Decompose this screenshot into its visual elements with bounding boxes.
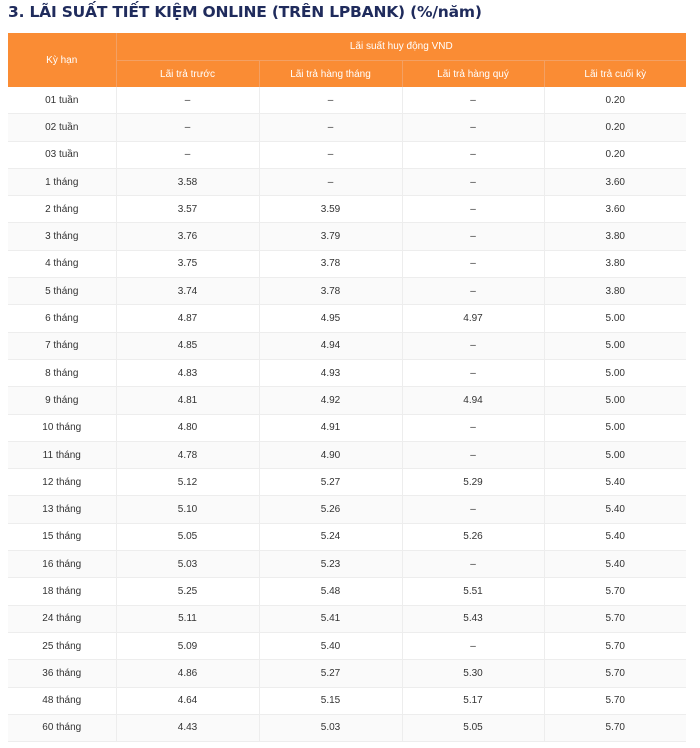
table-row bbox=[8, 687, 686, 714]
rate-upfront-cell: 5.11 bbox=[116, 605, 259, 632]
rate-end-of-term-cell: 5.70 bbox=[544, 605, 686, 632]
rate-upfront-cell: – bbox=[116, 114, 259, 141]
table-row bbox=[8, 141, 686, 168]
term-cell: 02 tuần bbox=[8, 114, 116, 141]
table-row bbox=[8, 660, 686, 687]
rate-monthly-cell: – bbox=[259, 87, 402, 114]
rate-quarterly-cell: – bbox=[402, 141, 544, 168]
rate-end-of-term-cell: 5.00 bbox=[544, 332, 686, 359]
rate-quarterly-cell: – bbox=[402, 632, 544, 659]
rate-quarterly-cell: – bbox=[402, 223, 544, 250]
term-cell: 11 tháng bbox=[8, 441, 116, 468]
rate-end-of-term-cell: 0.20 bbox=[544, 87, 686, 114]
rate-quarterly-cell: 5.26 bbox=[402, 523, 544, 550]
rate-upfront-cell: 4.78 bbox=[116, 441, 259, 468]
rate-end-of-term-cell: 5.00 bbox=[544, 441, 686, 468]
rate-end-of-term-cell: 5.70 bbox=[544, 632, 686, 659]
rate-end-of-term-cell: 5.00 bbox=[544, 305, 686, 332]
table-row bbox=[8, 387, 686, 414]
rate-upfront-cell: 4.85 bbox=[116, 332, 259, 359]
rate-monthly-cell: 5.23 bbox=[259, 551, 402, 578]
term-cell: 01 tuần bbox=[8, 87, 116, 114]
rate-upfront-cell: 5.03 bbox=[116, 551, 259, 578]
table-row bbox=[8, 496, 686, 523]
rate-end-of-term-cell: 3.80 bbox=[544, 223, 686, 250]
rate-quarterly-cell: – bbox=[402, 332, 544, 359]
rate-quarterly-cell: 5.51 bbox=[402, 578, 544, 605]
rate-quarterly-cell: – bbox=[402, 168, 544, 195]
rate-quarterly-cell: – bbox=[402, 359, 544, 386]
rate-quarterly-cell: – bbox=[402, 196, 544, 223]
rate-monthly-cell: 5.15 bbox=[259, 687, 402, 714]
table-row bbox=[8, 632, 686, 659]
rate-end-of-term-cell: 3.80 bbox=[544, 250, 686, 277]
table-header bbox=[8, 33, 686, 87]
rate-quarterly-cell: 4.94 bbox=[402, 387, 544, 414]
page-title: 3. LÃI SUẤT TIẾT KIỆM ONLINE (TRÊN LPBANK) (%/năm) bbox=[8, 3, 482, 21]
rate-quarterly-cell: – bbox=[402, 87, 544, 114]
rate-monthly-cell: 5.27 bbox=[259, 660, 402, 687]
rate-end-of-term-cell: 0.20 bbox=[544, 141, 686, 168]
term-cell: 3 tháng bbox=[8, 223, 116, 250]
table-row bbox=[8, 551, 686, 578]
table-body bbox=[8, 87, 686, 742]
rate-group-header: Lãi suất huy động VND bbox=[116, 33, 686, 61]
rate-end-of-term-cell: 5.40 bbox=[544, 523, 686, 550]
table-row bbox=[8, 305, 686, 332]
rate-quarterly-cell: – bbox=[402, 114, 544, 141]
term-cell: 25 tháng bbox=[8, 632, 116, 659]
rate-monthly-cell: 3.78 bbox=[259, 278, 402, 305]
rate-upfront-cell: – bbox=[116, 87, 259, 114]
table-row bbox=[8, 223, 686, 250]
rate-monthly-cell: 5.48 bbox=[259, 578, 402, 605]
rate-monthly-cell: 5.40 bbox=[259, 632, 402, 659]
rate-monthly-cell: 4.94 bbox=[259, 332, 402, 359]
rate-quarterly-cell: – bbox=[402, 441, 544, 468]
term-cell: 8 tháng bbox=[8, 359, 116, 386]
term-column-header: Kỳ hạn bbox=[8, 33, 116, 87]
table-row bbox=[8, 578, 686, 605]
rate-end-of-term-cell: 3.80 bbox=[544, 278, 686, 305]
rate-end-of-term-cell: 5.00 bbox=[544, 414, 686, 441]
rate-upfront-cell: 4.80 bbox=[116, 414, 259, 441]
rate-monthly-cell: 3.78 bbox=[259, 250, 402, 277]
term-cell: 12 tháng bbox=[8, 469, 116, 496]
rate-quarterly-cell: 5.29 bbox=[402, 469, 544, 496]
rate-quarterly-cell: – bbox=[402, 414, 544, 441]
table-row bbox=[8, 332, 686, 359]
rate-upfront-cell: 4.86 bbox=[116, 660, 259, 687]
rate-end-of-term-cell: 5.40 bbox=[544, 469, 686, 496]
term-cell: 13 tháng bbox=[8, 496, 116, 523]
rate-monthly-cell: 4.95 bbox=[259, 305, 402, 332]
table-row bbox=[8, 278, 686, 305]
rate-quarterly-cell: 5.17 bbox=[402, 687, 544, 714]
term-cell: 2 tháng bbox=[8, 196, 116, 223]
term-cell: 16 tháng bbox=[8, 551, 116, 578]
rate-upfront-cell: 3.75 bbox=[116, 250, 259, 277]
rate-end-of-term-cell: 5.70 bbox=[544, 578, 686, 605]
rate-quarterly-cell: – bbox=[402, 278, 544, 305]
table-row bbox=[8, 359, 686, 386]
table-row bbox=[8, 414, 686, 441]
rate-upfront-cell: 5.12 bbox=[116, 469, 259, 496]
table-row bbox=[8, 714, 686, 741]
term-cell: 1 tháng bbox=[8, 168, 116, 195]
table-row bbox=[8, 196, 686, 223]
term-cell: 60 tháng bbox=[8, 714, 116, 741]
rate-upfront-cell: 5.05 bbox=[116, 523, 259, 550]
rate-quarterly-cell: 5.30 bbox=[402, 660, 544, 687]
table-row bbox=[8, 87, 686, 114]
rate-monthly-cell: – bbox=[259, 168, 402, 195]
table-row bbox=[8, 250, 686, 277]
rate-end-of-term-cell: 3.60 bbox=[544, 168, 686, 195]
rate-quarterly-cell: 5.05 bbox=[402, 714, 544, 741]
rate-upfront-cell: 4.87 bbox=[116, 305, 259, 332]
rate-upfront-cell: 3.76 bbox=[116, 223, 259, 250]
table-row bbox=[8, 114, 686, 141]
rate-upfront-cell: 4.83 bbox=[116, 359, 259, 386]
rate-monthly-cell: 5.26 bbox=[259, 496, 402, 523]
column-header-quarterly: Lãi trả hàng quý bbox=[402, 61, 544, 88]
rate-upfront-cell: 4.43 bbox=[116, 714, 259, 741]
rate-quarterly-cell: 4.97 bbox=[402, 305, 544, 332]
rate-upfront-cell: – bbox=[116, 141, 259, 168]
rate-end-of-term-cell: 5.40 bbox=[544, 551, 686, 578]
term-cell: 24 tháng bbox=[8, 605, 116, 632]
rate-end-of-term-cell: 5.00 bbox=[544, 359, 686, 386]
table-row bbox=[8, 523, 686, 550]
term-cell: 15 tháng bbox=[8, 523, 116, 550]
rate-monthly-cell: – bbox=[259, 114, 402, 141]
rate-end-of-term-cell: 5.40 bbox=[544, 496, 686, 523]
rate-monthly-cell: 4.90 bbox=[259, 441, 402, 468]
rate-monthly-cell: 3.79 bbox=[259, 223, 402, 250]
term-cell: 7 tháng bbox=[8, 332, 116, 359]
term-cell: 03 tuần bbox=[8, 141, 116, 168]
rate-upfront-cell: 5.09 bbox=[116, 632, 259, 659]
term-cell: 10 tháng bbox=[8, 414, 116, 441]
rate-quarterly-cell: – bbox=[402, 551, 544, 578]
rate-monthly-cell: – bbox=[259, 141, 402, 168]
rate-end-of-term-cell: 0.20 bbox=[544, 114, 686, 141]
rate-monthly-cell: 5.27 bbox=[259, 469, 402, 496]
rate-monthly-cell: 4.92 bbox=[259, 387, 402, 414]
rate-upfront-cell: 5.10 bbox=[116, 496, 259, 523]
rate-upfront-cell: 5.25 bbox=[116, 578, 259, 605]
rate-upfront-cell: 3.74 bbox=[116, 278, 259, 305]
rate-end-of-term-cell: 5.00 bbox=[544, 387, 686, 414]
column-header-monthly: Lãi trả hàng tháng bbox=[259, 61, 402, 88]
rate-end-of-term-cell: 5.70 bbox=[544, 687, 686, 714]
rate-monthly-cell: 5.41 bbox=[259, 605, 402, 632]
term-cell: 4 tháng bbox=[8, 250, 116, 277]
rate-monthly-cell: 5.03 bbox=[259, 714, 402, 741]
rate-quarterly-cell: – bbox=[402, 250, 544, 277]
rate-upfront-cell: 4.81 bbox=[116, 387, 259, 414]
rate-upfront-cell: 3.57 bbox=[116, 196, 259, 223]
term-cell: 6 tháng bbox=[8, 305, 116, 332]
term-cell: 36 tháng bbox=[8, 660, 116, 687]
column-header-upfront: Lãi trả trước bbox=[116, 61, 259, 88]
interest-rate-table bbox=[8, 33, 686, 742]
table-row bbox=[8, 441, 686, 468]
rate-monthly-cell: 3.59 bbox=[259, 196, 402, 223]
rate-monthly-cell: 4.91 bbox=[259, 414, 402, 441]
table-row bbox=[8, 469, 686, 496]
table-row bbox=[8, 605, 686, 632]
rate-monthly-cell: 4.93 bbox=[259, 359, 402, 386]
column-header-end-of-term: Lãi trả cuối kỳ bbox=[544, 61, 686, 88]
rate-quarterly-cell: 5.43 bbox=[402, 605, 544, 632]
rate-upfront-cell: 3.58 bbox=[116, 168, 259, 195]
term-cell: 5 tháng bbox=[8, 278, 116, 305]
rate-end-of-term-cell: 3.60 bbox=[544, 196, 686, 223]
term-cell: 48 tháng bbox=[8, 687, 116, 714]
rate-end-of-term-cell: 5.70 bbox=[544, 714, 686, 741]
rate-monthly-cell: 5.24 bbox=[259, 523, 402, 550]
term-cell: 18 tháng bbox=[8, 578, 116, 605]
rate-end-of-term-cell: 5.70 bbox=[544, 660, 686, 687]
table-row bbox=[8, 168, 686, 195]
rate-upfront-cell: 4.64 bbox=[116, 687, 259, 714]
rate-quarterly-cell: – bbox=[402, 496, 544, 523]
term-cell: 9 tháng bbox=[8, 387, 116, 414]
